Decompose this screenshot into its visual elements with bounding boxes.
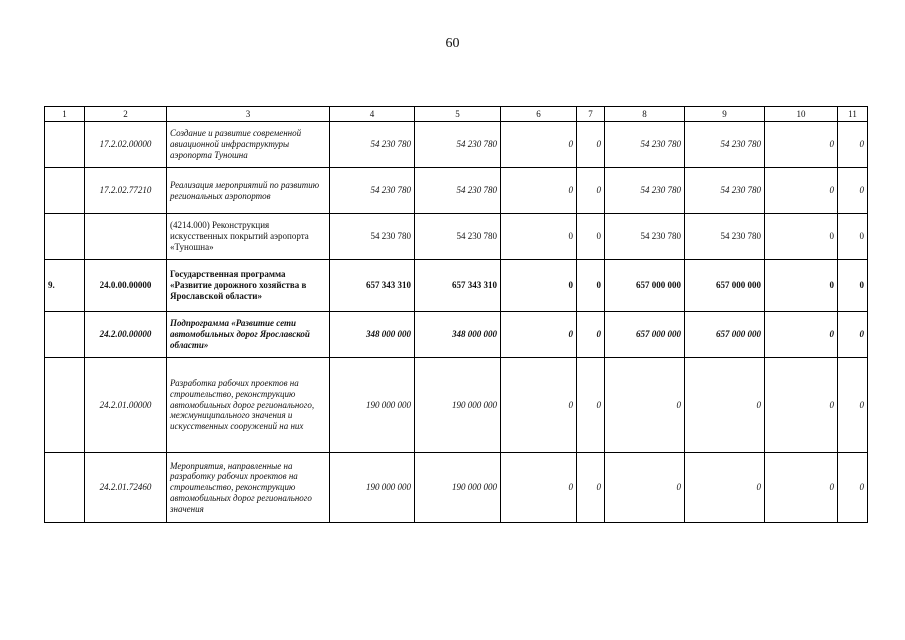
row-index-cell	[45, 312, 85, 358]
amount-col7-cell: 0	[577, 168, 605, 214]
row-index-cell	[45, 358, 85, 453]
amount-col7-cell: 0	[577, 214, 605, 260]
col-header-10: 10	[765, 107, 838, 122]
amount-col5-cell: 190 000 000	[415, 358, 501, 453]
amount-col7-cell: 0	[577, 312, 605, 358]
amount-col4-cell: 54 230 780	[330, 214, 415, 260]
budget-code-cell: 17.2.02.00000	[85, 122, 167, 168]
row-index-cell	[45, 122, 85, 168]
amount-col8-cell: 54 230 780	[605, 168, 685, 214]
item-name-cell: Государственная программа «Развитие дорожного хозяйства в Ярославской области»	[167, 260, 330, 312]
amount-col5-cell: 54 230 780	[415, 122, 501, 168]
budget-code-cell: 24.2.01.72460	[85, 453, 167, 523]
budget-code-cell	[85, 214, 167, 260]
amount-col11-cell: 0	[838, 312, 868, 358]
budget-code-cell: 24.0.00.00000	[85, 260, 167, 312]
amount-col6-cell: 0	[501, 122, 577, 168]
row-index-cell	[45, 168, 85, 214]
amount-col4-cell: 54 230 780	[330, 122, 415, 168]
amount-col6-cell: 0	[501, 168, 577, 214]
item-name-cell: Реализация мероприятий по развитию региональных аэропортов	[167, 168, 330, 214]
col-header-1: 1	[45, 107, 85, 122]
amount-col9-cell: 54 230 780	[685, 214, 765, 260]
col-header-7: 7	[577, 107, 605, 122]
amount-col6-cell: 0	[501, 453, 577, 523]
table-row	[45, 260, 868, 312]
budget-table	[44, 106, 868, 523]
col-header-5: 5	[415, 107, 501, 122]
col-header-9: 9	[685, 107, 765, 122]
amount-col11-cell: 0	[838, 358, 868, 453]
amount-col6-cell: 0	[501, 312, 577, 358]
amount-col8-cell: 0	[605, 358, 685, 453]
amount-col9-cell: 54 230 780	[685, 122, 765, 168]
amount-col9-cell: 0	[685, 358, 765, 453]
amount-col5-cell: 657 343 310	[415, 260, 501, 312]
table-row	[45, 453, 868, 523]
amount-col7-cell: 0	[577, 453, 605, 523]
amount-col10-cell: 0	[765, 358, 838, 453]
amount-col4-cell: 657 343 310	[330, 260, 415, 312]
amount-col10-cell: 0	[765, 260, 838, 312]
amount-col8-cell: 54 230 780	[605, 214, 685, 260]
table-row	[45, 122, 868, 168]
amount-col9-cell: 657 000 000	[685, 260, 765, 312]
amount-col10-cell: 0	[765, 122, 838, 168]
amount-col10-cell: 0	[765, 312, 838, 358]
amount-col5-cell: 54 230 780	[415, 168, 501, 214]
row-index-cell	[45, 453, 85, 523]
amount-col6-cell: 0	[501, 358, 577, 453]
item-name-cell: Разработка рабочих проектов на строительство, реконструкцию автомобильных дорог регионального, межмуниципального значения и искусственных сооружений на них	[167, 358, 330, 453]
item-name-cell: Мероприятия, направленные на разработку рабочих проектов на строительство, реконструкцию автомобильных дорог регионального значения	[167, 453, 330, 523]
amount-col9-cell: 657 000 000	[685, 312, 765, 358]
amount-col7-cell: 0	[577, 260, 605, 312]
amount-col11-cell: 0	[838, 260, 868, 312]
budget-code-cell: 17.2.02.77210	[85, 168, 167, 214]
amount-col7-cell: 0	[577, 122, 605, 168]
col-header-8: 8	[605, 107, 685, 122]
col-header-2: 2	[85, 107, 167, 122]
amount-col9-cell: 0	[685, 453, 765, 523]
item-name-cell: Подпрограмма «Развитие сети автомобильных дорог Ярославской области»	[167, 312, 330, 358]
amount-col5-cell: 348 000 000	[415, 312, 501, 358]
amount-col11-cell: 0	[838, 168, 868, 214]
row-index-cell	[45, 214, 85, 260]
budget-code-cell: 24.2.00.00000	[85, 312, 167, 358]
amount-col11-cell: 0	[838, 214, 868, 260]
table-row	[45, 168, 868, 214]
amount-col8-cell: 0	[605, 453, 685, 523]
page-number: 60	[445, 36, 460, 51]
amount-col5-cell: 190 000 000	[415, 453, 501, 523]
col-header-6: 6	[501, 107, 577, 122]
header-row	[45, 107, 868, 122]
col-header-3: 3	[167, 107, 330, 122]
amount-col7-cell: 0	[577, 358, 605, 453]
amount-col8-cell: 54 230 780	[605, 122, 685, 168]
item-name-cell: (4214.000) Реконструкция искусственных покрытий аэропорта «Туношна»	[167, 214, 330, 260]
amount-col9-cell: 54 230 780	[685, 168, 765, 214]
table-row	[45, 312, 868, 358]
amount-col10-cell: 0	[765, 168, 838, 214]
amount-col10-cell: 0	[765, 453, 838, 523]
amount-col4-cell: 190 000 000	[330, 453, 415, 523]
col-header-11: 11	[838, 107, 868, 122]
col-header-4: 4	[330, 107, 415, 122]
amount-col11-cell: 0	[838, 122, 868, 168]
amount-col10-cell: 0	[765, 214, 838, 260]
amount-col11-cell: 0	[838, 453, 868, 523]
budget-code-cell: 24.2.01.00000	[85, 358, 167, 453]
item-name-cell: Создание и развитие современной авиационной инфраструктуры аэропорта Туношна	[167, 122, 330, 168]
amount-col8-cell: 657 000 000	[605, 312, 685, 358]
amount-col8-cell: 657 000 000	[605, 260, 685, 312]
table-row	[45, 214, 868, 260]
table-body	[45, 122, 868, 523]
amount-col4-cell: 190 000 000	[330, 358, 415, 453]
row-index-cell: 9.	[45, 260, 85, 312]
amount-col6-cell: 0	[501, 260, 577, 312]
amount-col4-cell: 348 000 000	[330, 312, 415, 358]
amount-col4-cell: 54 230 780	[330, 168, 415, 214]
table-row	[45, 358, 868, 453]
amount-col5-cell: 54 230 780	[415, 214, 501, 260]
amount-col6-cell: 0	[501, 214, 577, 260]
